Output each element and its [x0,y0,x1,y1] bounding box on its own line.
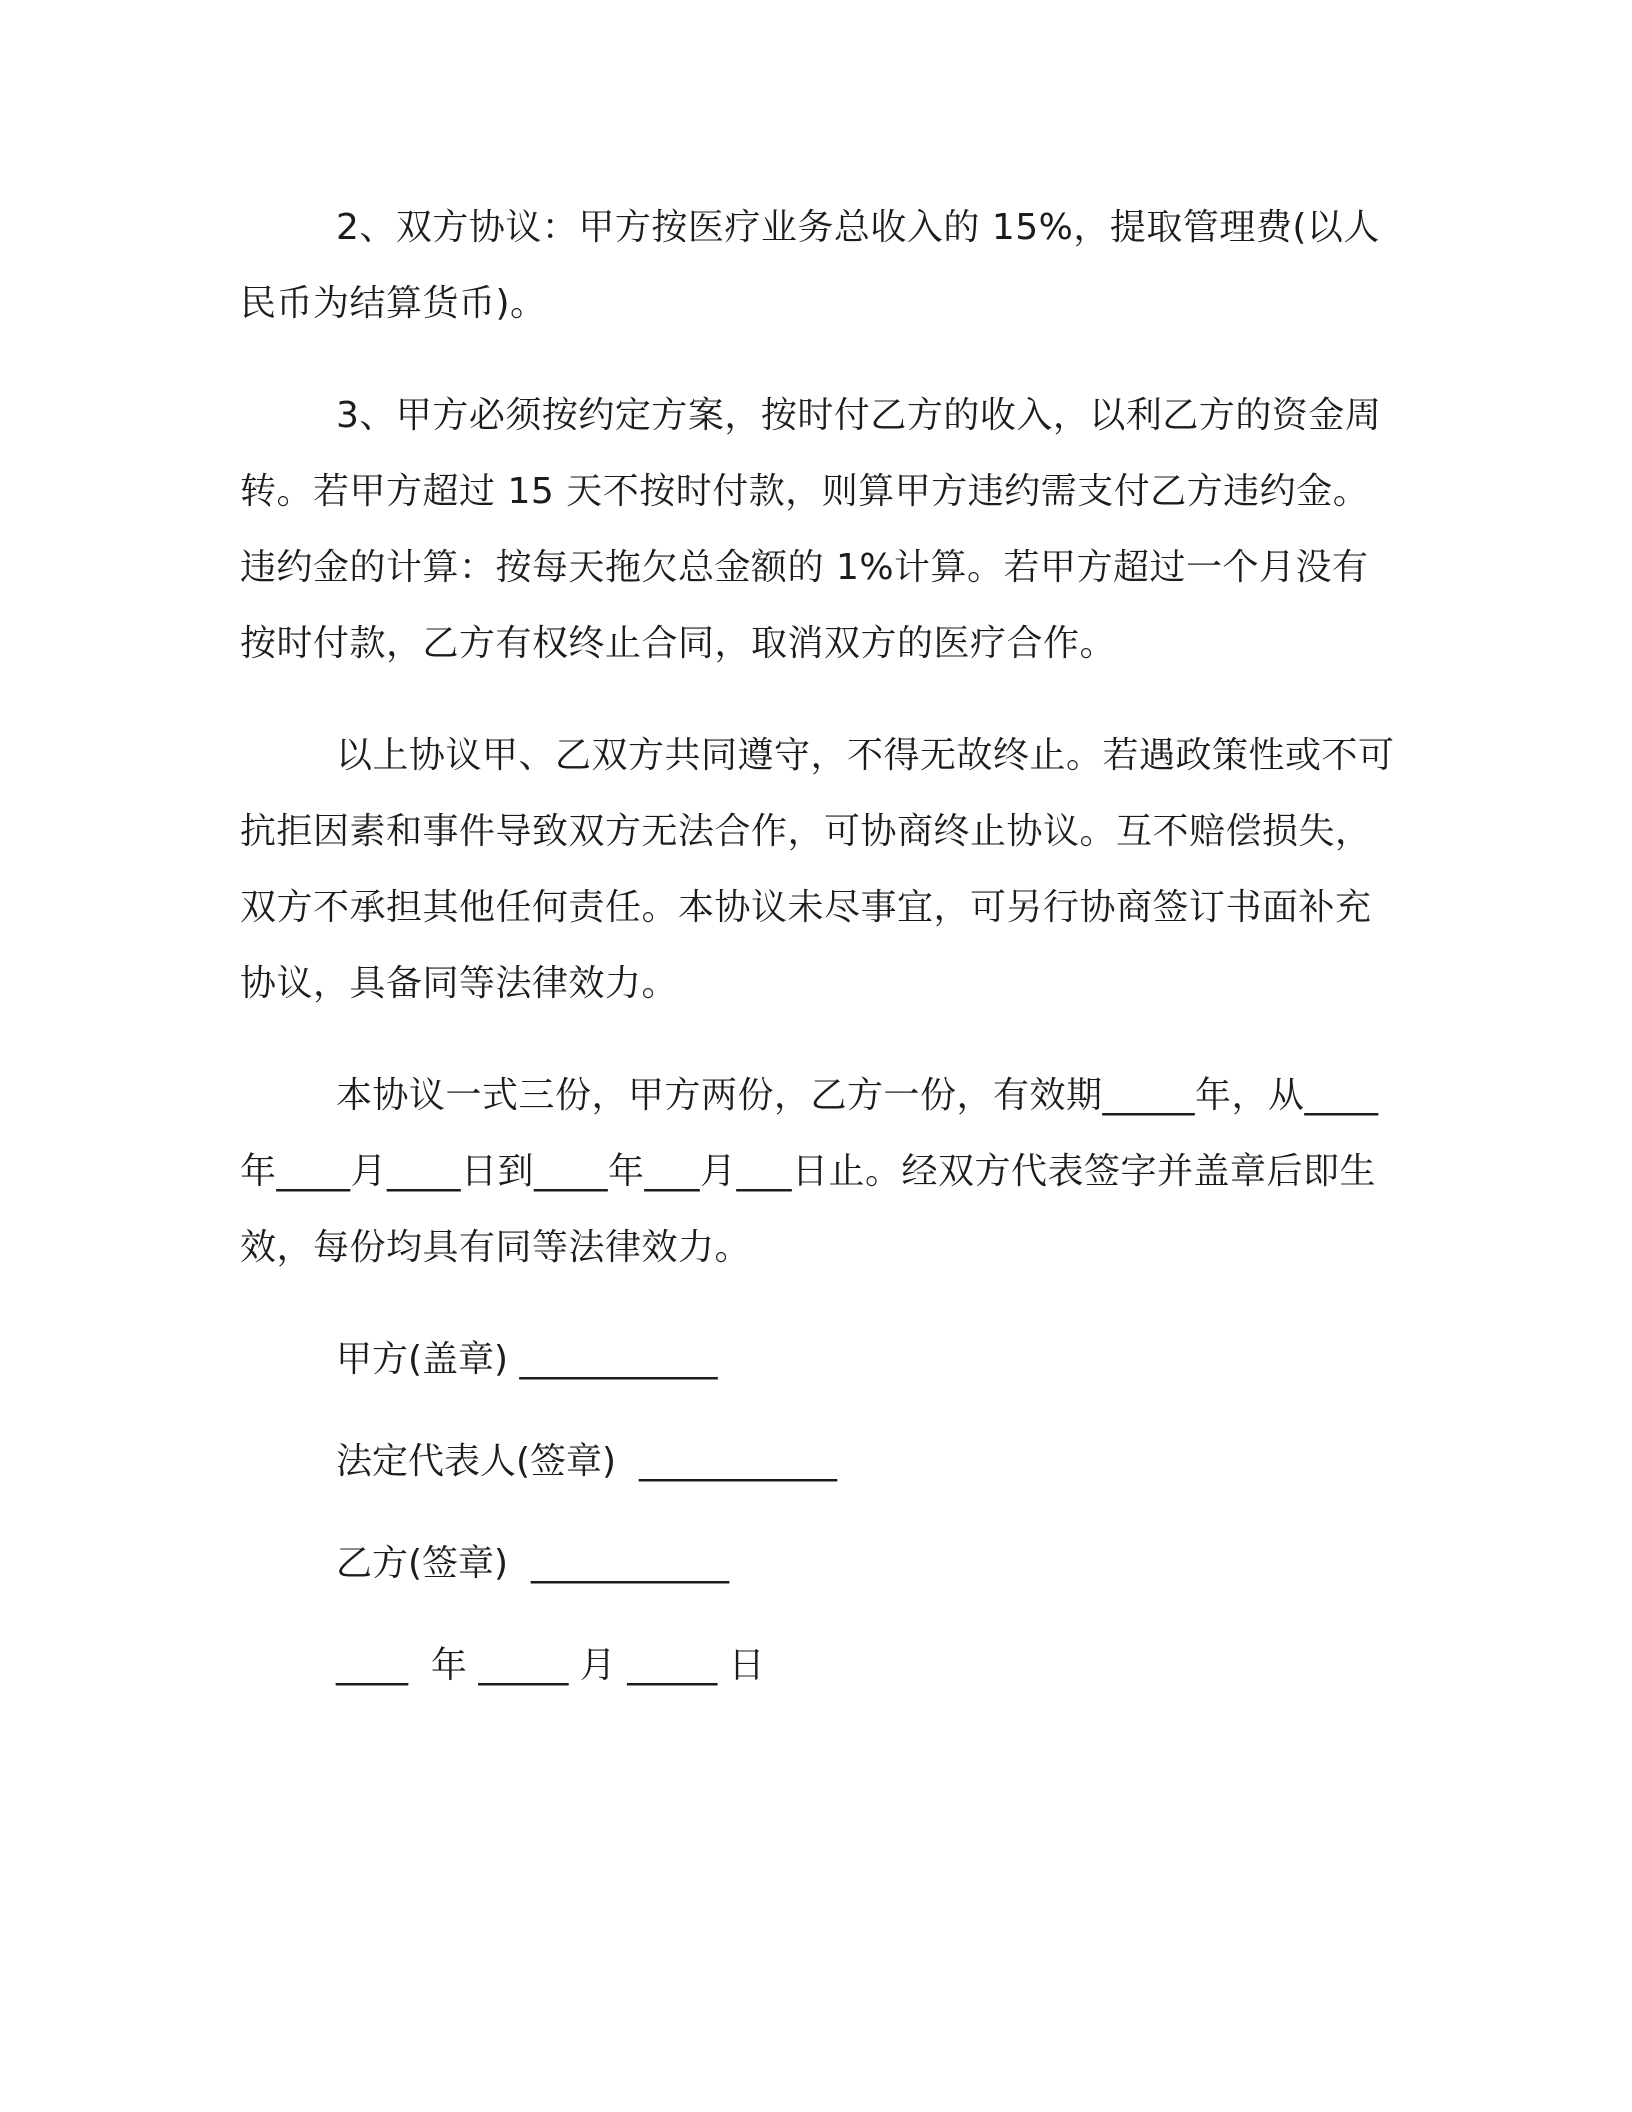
clause-2-paragraph: 2、双方协议：甲方按医疗业务总收入的 15%，提取管理费(以人民币为结算货币)。 [240,207,1380,324]
copies-validity-paragraph: 本协议一式三份，甲方两份，乙方一份，有效期_____年，从____年____月____日到____年___月___日止。经双方代表签字并盖章后即生效，每份均具有同等法律效力。 [240,1075,1379,1268]
document-body [240,190,1400,1692]
party-b-signature-line: 乙方(签章) ___________ [336,1543,729,1584]
party-a-seal-line: 甲方(盖章) ___________ [336,1339,718,1380]
legal-representative-signature-line: 法定代表人(签章) ___________ [336,1441,837,1482]
clause-3-paragraph: 3、甲方必须按约定方案，按时付乙方的收入，以利乙方的资金周转。若甲方超过 15 天不按时付款，则算甲方违约需支付乙方违约金。违约金的计算：按每天拖欠总金额的 1%计算。若甲方超过一个月没有按时付款，乙方有权终止合同，取消双方的医疗合作。 [240,395,1382,664]
compliance-paragraph: 以上协议甲、乙双方共同遵守，不得无故终止。若遇政策性或不可抗拒因素和事件导致双方无法合作，可协商终止协议。互不赔偿损失，双方不承担其他任何责任。本协议未尽事宜，可另行协商签订书面补充协议，具备同等法律效力。 [240,735,1395,1004]
signing-date-line: ____ 年 _____ 月 _____ 日 [336,1645,765,1686]
signature-block [240,1334,1400,1692]
